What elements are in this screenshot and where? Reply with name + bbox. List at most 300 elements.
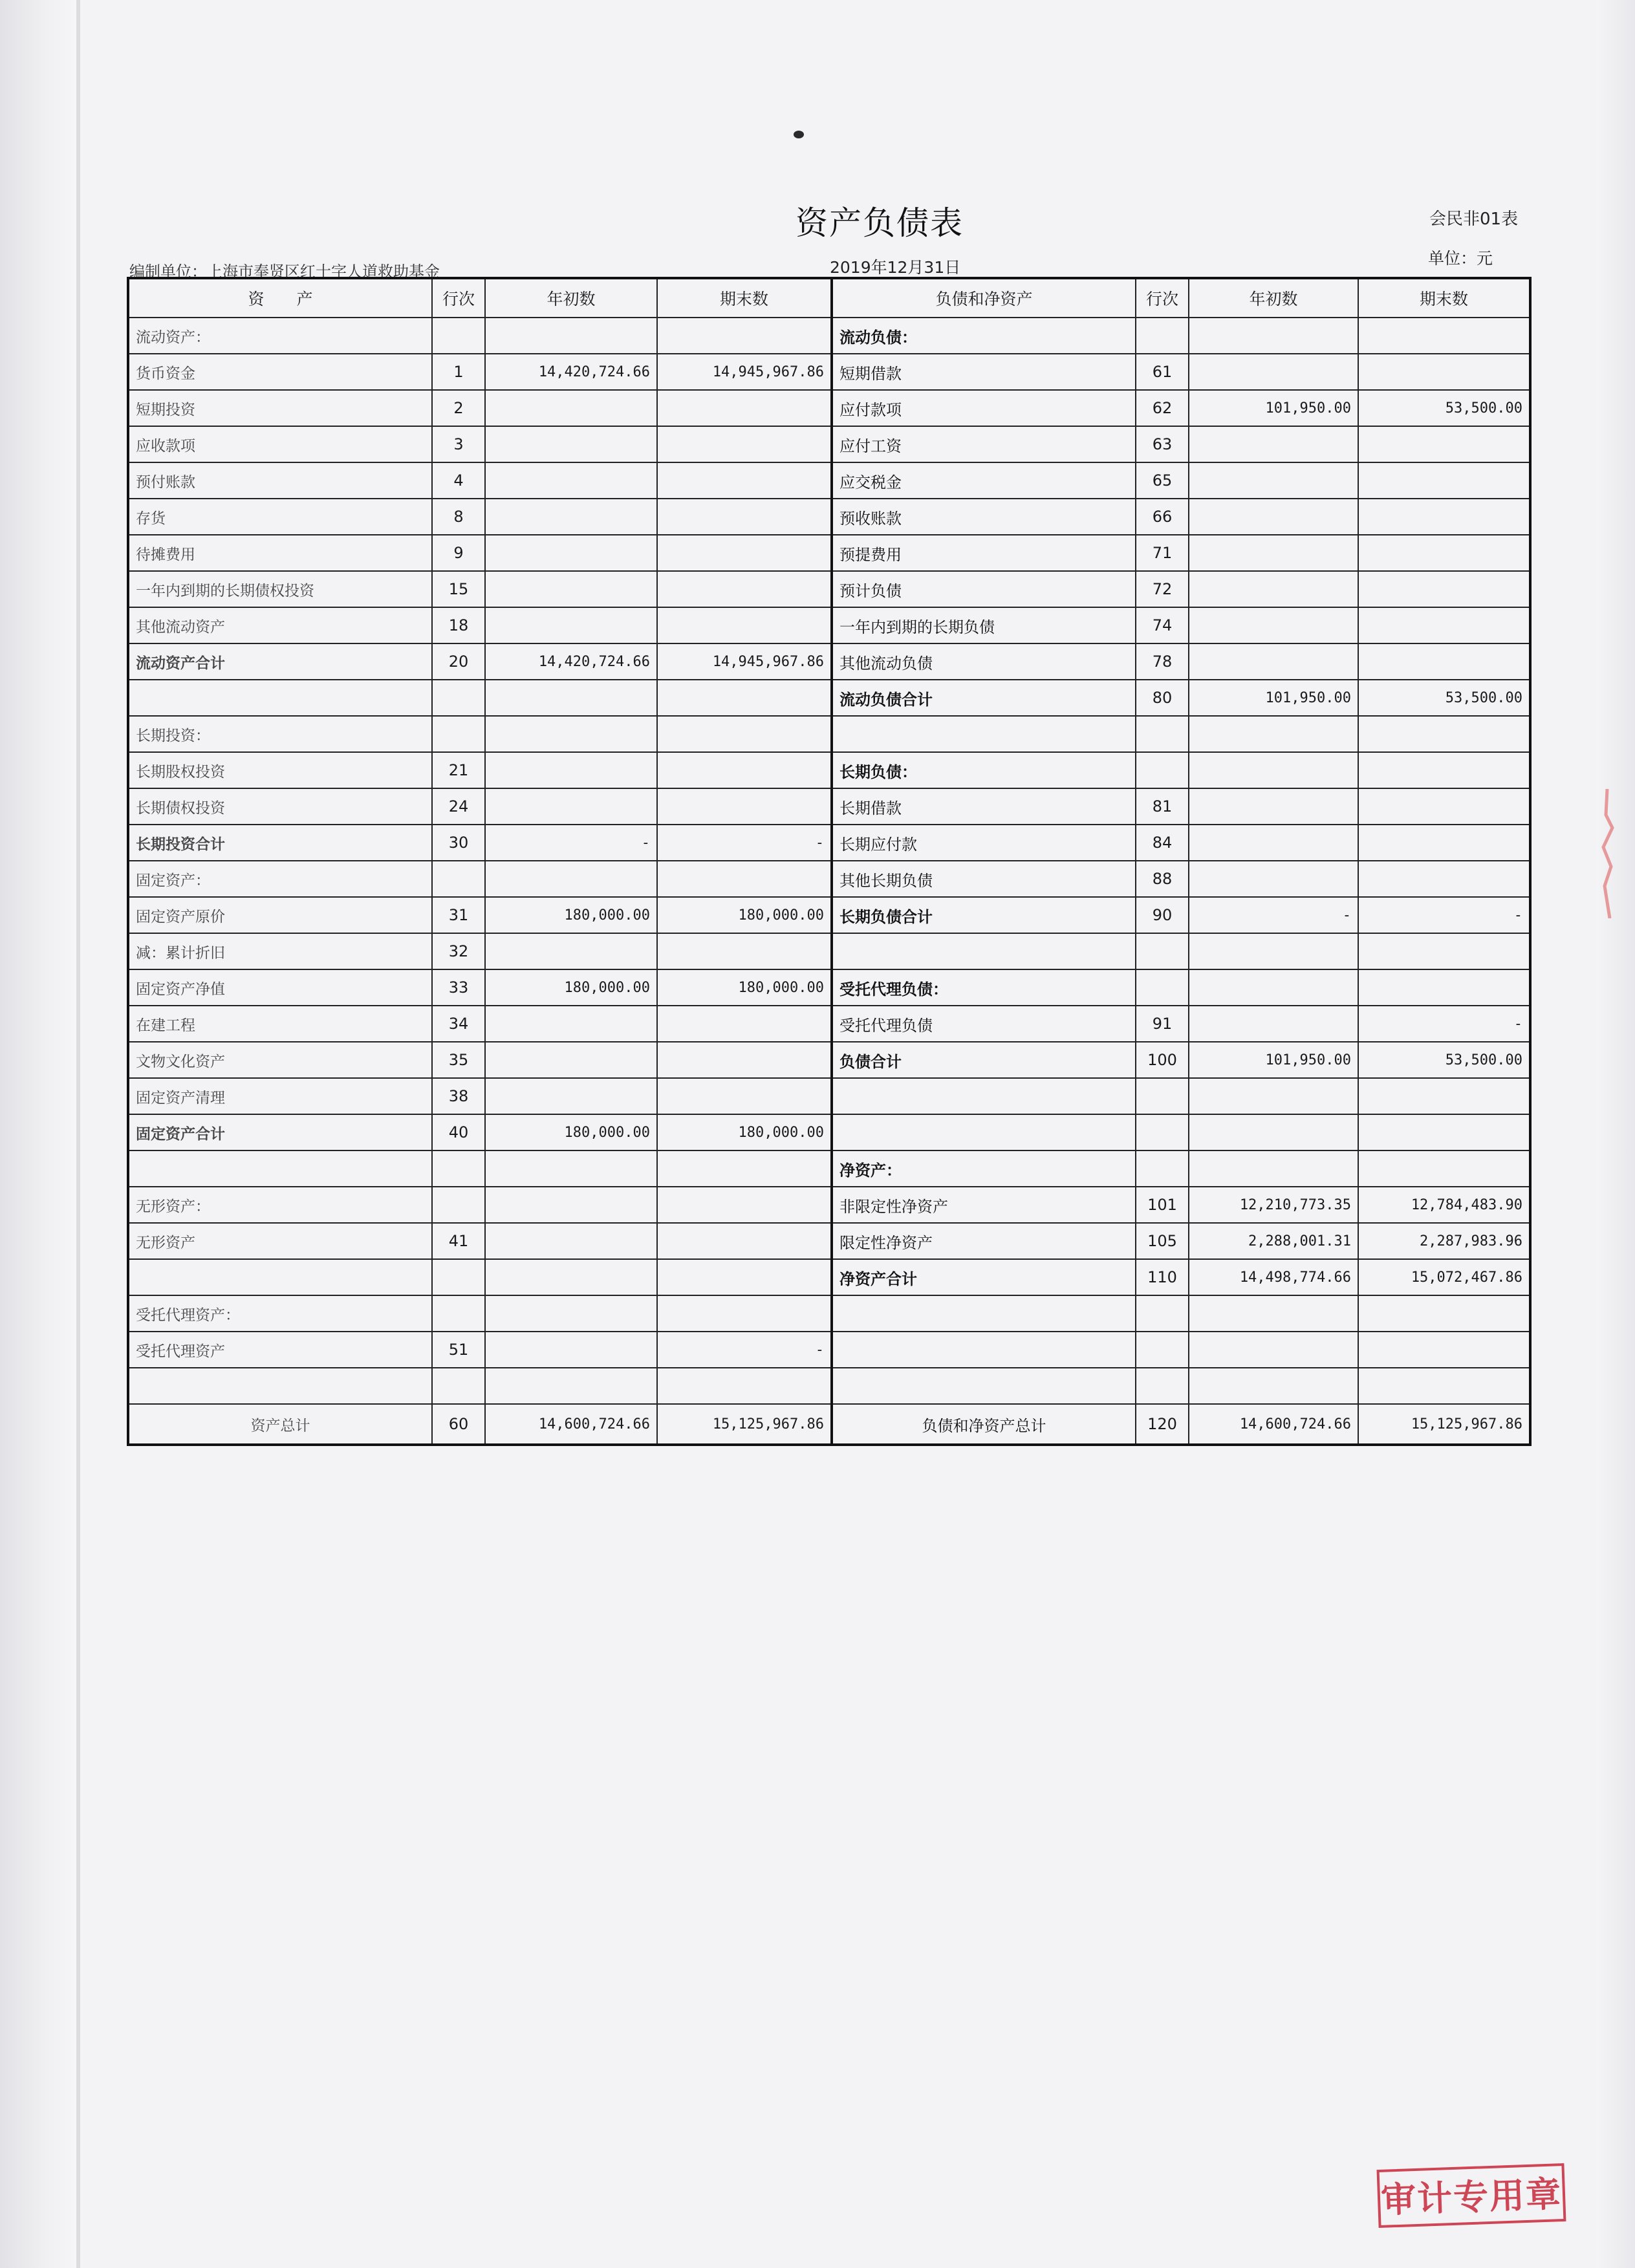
- amount-cell: [485, 1187, 657, 1223]
- amount-cell: 101,950.00: [1189, 390, 1358, 426]
- line-number: [432, 1368, 485, 1404]
- org-name: 编制单位：上海市奉贤区红十字人道救助基金: [129, 263, 440, 281]
- line-number: 105: [1136, 1223, 1189, 1259]
- amount-cell: [1189, 571, 1358, 607]
- liability-label: 其他流动负债: [832, 643, 1136, 680]
- amount-cell: [1358, 1150, 1530, 1187]
- asset-label: 预付账款: [128, 462, 432, 499]
- amount-cell: [1358, 499, 1530, 535]
- table-row: [128, 1114, 1530, 1150]
- amount-cell: 15,125,967.86: [657, 1404, 832, 1445]
- asset-label: 应收款项: [128, 426, 432, 462]
- asset-label: 资产总计: [128, 1404, 432, 1445]
- report-date: 2019年12月31日: [830, 258, 961, 277]
- amount-cell: -: [1189, 897, 1358, 933]
- table-row: [128, 318, 1530, 354]
- amount-cell: [1358, 1114, 1530, 1150]
- table-row: [128, 716, 1530, 752]
- line-number: 15: [432, 571, 485, 607]
- line-number: 63: [1136, 426, 1189, 462]
- amount-cell: [657, 535, 832, 571]
- liability-label: 一年内到期的长期负债: [832, 607, 1136, 643]
- amount-cell: [1189, 607, 1358, 643]
- amount-cell: [485, 1078, 657, 1114]
- column-header: 行次: [1136, 278, 1189, 318]
- audit-stamp: 审计专用章: [1377, 2163, 1566, 2228]
- liability-label: [832, 1078, 1136, 1114]
- amount-cell: 12,784,483.90: [1358, 1187, 1530, 1223]
- line-number: 71: [1136, 535, 1189, 571]
- amount-cell: [1358, 1368, 1530, 1404]
- liability-label: 应付款项: [832, 390, 1136, 426]
- amount-cell: [657, 462, 832, 499]
- amount-cell: 2,288,001.31: [1189, 1223, 1358, 1259]
- amount-cell: [657, 499, 832, 535]
- table-row: [128, 1006, 1530, 1042]
- amount-cell: [485, 535, 657, 571]
- amount-cell: [1189, 426, 1358, 462]
- amount-cell: [1358, 933, 1530, 969]
- amount-cell: -: [1358, 1006, 1530, 1042]
- column-header: 期末数: [657, 278, 832, 318]
- line-number: 72: [1136, 571, 1189, 607]
- line-number: [432, 680, 485, 716]
- liability-label: 净资产：: [832, 1150, 1136, 1187]
- liability-label: [832, 1332, 1136, 1368]
- amount-cell: [1358, 969, 1530, 1006]
- amount-cell: [485, 1150, 657, 1187]
- liability-label: [832, 716, 1136, 752]
- amount-cell: [1358, 716, 1530, 752]
- asset-label: [128, 680, 432, 716]
- asset-label: 长期投资：: [128, 716, 432, 752]
- amount-cell: 180,000.00: [657, 969, 832, 1006]
- column-header: 年初数: [1189, 278, 1358, 318]
- amount-cell: [657, 680, 832, 716]
- amount-cell: [1358, 607, 1530, 643]
- amount-cell: [1189, 499, 1358, 535]
- table-row: [128, 499, 1530, 535]
- amount-cell: [1358, 1332, 1530, 1368]
- line-number: 65: [1136, 462, 1189, 499]
- liability-label: [832, 1114, 1136, 1150]
- table-row: [128, 426, 1530, 462]
- amount-cell: [485, 571, 657, 607]
- amount-cell: -: [1358, 897, 1530, 933]
- amount-cell: [485, 318, 657, 354]
- amount-cell: [657, 426, 832, 462]
- line-number: 35: [432, 1042, 485, 1078]
- amount-cell: [657, 752, 832, 788]
- table-row: [128, 1295, 1530, 1332]
- line-number: [1136, 1295, 1189, 1332]
- amount-cell: [1189, 1368, 1358, 1404]
- amount-cell: [1189, 1150, 1358, 1187]
- line-number: 74: [1136, 607, 1189, 643]
- line-number: [432, 1187, 485, 1223]
- line-number: 4: [432, 462, 485, 499]
- amount-cell: [1358, 643, 1530, 680]
- amount-cell: [657, 390, 832, 426]
- asset-label: 受托代理资产: [128, 1332, 432, 1368]
- doc-title: 资产负债表: [796, 204, 964, 242]
- table-row: [128, 1259, 1530, 1295]
- amount-cell: [657, 571, 832, 607]
- line-number: 20: [432, 643, 485, 680]
- asset-label: 存货: [128, 499, 432, 535]
- asset-label: [128, 1368, 432, 1404]
- column-header: 负债和净资产: [832, 278, 1136, 318]
- amount-cell: [657, 1187, 832, 1223]
- scan-speck: [794, 131, 804, 138]
- amount-cell: [485, 1223, 657, 1259]
- liability-label: 流动负债合计: [832, 680, 1136, 716]
- amount-cell: [1358, 788, 1530, 825]
- line-number: 2: [432, 390, 485, 426]
- liability-label: [832, 1295, 1136, 1332]
- asset-label: 长期债权投资: [128, 788, 432, 825]
- amount-cell: 14,498,774.66: [1189, 1259, 1358, 1295]
- asset-label: 无形资产: [128, 1223, 432, 1259]
- table-row: [128, 752, 1530, 788]
- amount-cell: [1358, 1295, 1530, 1332]
- amount-cell: [1189, 318, 1358, 354]
- amount-cell: [1189, 1006, 1358, 1042]
- liability-label: 其他长期负债: [832, 861, 1136, 897]
- liability-label: 流动负债：: [832, 318, 1136, 354]
- table-row: [128, 1042, 1530, 1078]
- asset-label: 固定资产合计: [128, 1114, 432, 1150]
- line-number: 32: [432, 933, 485, 969]
- amount-cell: [1358, 1078, 1530, 1114]
- amount-cell: 2,287,983.96: [1358, 1223, 1530, 1259]
- scan-left-shadow: [0, 0, 78, 2268]
- amount-cell: [485, 716, 657, 752]
- line-number: [432, 861, 485, 897]
- amount-cell: 14,945,967.86: [657, 643, 832, 680]
- amount-cell: -: [657, 825, 832, 861]
- amount-cell: 15,125,967.86: [1358, 1404, 1530, 1445]
- scan-page-edge: [76, 0, 80, 2268]
- asset-label: 待摊费用: [128, 535, 432, 571]
- asset-label: 流动资产合计: [128, 643, 432, 680]
- amount-cell: [657, 1368, 832, 1404]
- asset-label: 一年内到期的长期债权投资: [128, 571, 432, 607]
- table-row: [128, 1150, 1530, 1187]
- amount-cell: [1358, 462, 1530, 499]
- amount-cell: 53,500.00: [1358, 1042, 1530, 1078]
- liability-label: 短期借款: [832, 354, 1136, 390]
- asset-label: 文物文化资产: [128, 1042, 432, 1078]
- line-number: 78: [1136, 643, 1189, 680]
- amount-cell: [1189, 643, 1358, 680]
- liability-label: 负债和净资产总计: [832, 1404, 1136, 1445]
- asset-label: 长期股权投资: [128, 752, 432, 788]
- line-number: 81: [1136, 788, 1189, 825]
- line-number: [1136, 318, 1189, 354]
- liability-label: 预收账款: [832, 499, 1136, 535]
- line-number: [1136, 1114, 1189, 1150]
- amount-cell: [657, 607, 832, 643]
- line-number: [432, 318, 485, 354]
- line-number: 40: [432, 1114, 485, 1150]
- column-header: 期末数: [1358, 278, 1530, 318]
- column-header: 行次: [432, 278, 485, 318]
- amount-cell: [657, 1150, 832, 1187]
- amount-cell: 15,072,467.86: [1358, 1259, 1530, 1295]
- liability-label: 受托代理负债：: [832, 969, 1136, 1006]
- amount-cell: [1358, 825, 1530, 861]
- line-number: 1: [432, 354, 485, 390]
- liability-label: 应交税金: [832, 462, 1136, 499]
- line-number: 88: [1136, 861, 1189, 897]
- asset-label: [128, 1259, 432, 1295]
- amount-cell: [485, 1259, 657, 1295]
- line-number: 62: [1136, 390, 1189, 426]
- amount-cell: 180,000.00: [657, 1114, 832, 1150]
- amount-cell: [1189, 752, 1358, 788]
- column-header: 年初数: [485, 278, 657, 318]
- amount-cell: [485, 933, 657, 969]
- amount-cell: [1189, 861, 1358, 897]
- table-row: [128, 1223, 1530, 1259]
- amount-cell: [485, 499, 657, 535]
- amount-cell: [657, 1042, 832, 1078]
- line-number: [432, 1150, 485, 1187]
- amount-cell: 101,950.00: [1189, 680, 1358, 716]
- line-number: 80: [1136, 680, 1189, 716]
- amount-cell: 180,000.00: [657, 897, 832, 933]
- line-number: 41: [432, 1223, 485, 1259]
- liability-label: 预计负债: [832, 571, 1136, 607]
- table-row: [128, 390, 1530, 426]
- line-number: 18: [432, 607, 485, 643]
- amount-cell: [1189, 825, 1358, 861]
- amount-cell: [657, 318, 832, 354]
- amount-cell: [485, 390, 657, 426]
- line-number: 9: [432, 535, 485, 571]
- amount-cell: -: [657, 1332, 832, 1368]
- asset-label: 固定资产原价: [128, 897, 432, 933]
- amount-cell: [485, 462, 657, 499]
- liability-label: 非限定性净资产: [832, 1187, 1136, 1223]
- scan-right-band: [1596, 0, 1635, 2268]
- line-number: 8: [432, 499, 485, 535]
- line-number: [432, 1295, 485, 1332]
- line-number: 61: [1136, 354, 1189, 390]
- amount-cell: [1189, 716, 1358, 752]
- table-row: [128, 1078, 1530, 1114]
- liability-label: 限定性净资产: [832, 1223, 1136, 1259]
- amount-cell: [657, 1223, 832, 1259]
- line-number: 90: [1136, 897, 1189, 933]
- line-number: 110: [1136, 1259, 1189, 1295]
- amount-cell: 14,420,724.66: [485, 354, 657, 390]
- line-number: [1136, 933, 1189, 969]
- table-row: [128, 1332, 1530, 1368]
- red-seal-fragment: [1594, 789, 1620, 918]
- table-row: [128, 462, 1530, 499]
- amount-cell: [485, 788, 657, 825]
- amount-cell: [657, 716, 832, 752]
- amount-cell: [1358, 354, 1530, 390]
- amount-cell: [1189, 1078, 1358, 1114]
- amount-cell: [485, 607, 657, 643]
- amount-cell: [1189, 462, 1358, 499]
- asset-label: 受托代理资产：: [128, 1295, 432, 1332]
- amount-cell: 180,000.00: [485, 969, 657, 1006]
- table-row: [128, 535, 1530, 571]
- form-number: 会民非01表: [1429, 210, 1519, 229]
- table-row: [128, 1404, 1530, 1445]
- currency-unit: 单位：元: [1428, 249, 1493, 268]
- amount-cell: [1358, 426, 1530, 462]
- amount-cell: [1189, 788, 1358, 825]
- table-row: [128, 1187, 1530, 1223]
- amount-cell: 101,950.00: [1189, 1042, 1358, 1078]
- table-row: [128, 1368, 1530, 1404]
- line-number: [1136, 752, 1189, 788]
- asset-label: 减：累计折旧: [128, 933, 432, 969]
- line-number: 101: [1136, 1187, 1189, 1223]
- line-number: [1136, 969, 1189, 1006]
- amount-cell: 180,000.00: [485, 1114, 657, 1150]
- amount-cell: [657, 788, 832, 825]
- line-number: 60: [432, 1404, 485, 1445]
- asset-label: 固定资产清理: [128, 1078, 432, 1114]
- table-header-row: [128, 278, 1530, 318]
- liability-label: [832, 933, 1136, 969]
- amount-cell: 14,600,724.66: [1189, 1404, 1358, 1445]
- liability-label: 应付工资: [832, 426, 1136, 462]
- line-number: [1136, 1150, 1189, 1187]
- line-number: 21: [432, 752, 485, 788]
- amount-cell: [485, 1295, 657, 1332]
- asset-label: 货币资金: [128, 354, 432, 390]
- asset-label: 无形资产：: [128, 1187, 432, 1223]
- amount-cell: [657, 1259, 832, 1295]
- liability-label: 长期应付款: [832, 825, 1136, 861]
- table-row: [128, 354, 1530, 390]
- asset-label: 短期投资: [128, 390, 432, 426]
- amount-cell: [485, 861, 657, 897]
- liability-label: 长期负债：: [832, 752, 1136, 788]
- column-header: 资 产: [128, 278, 432, 318]
- table-row: [128, 897, 1530, 933]
- amount-cell: [1189, 1332, 1358, 1368]
- line-number: [1136, 1078, 1189, 1114]
- amount-cell: [485, 426, 657, 462]
- line-number: 120: [1136, 1404, 1189, 1445]
- asset-label: 固定资产净值: [128, 969, 432, 1006]
- amount-cell: [1189, 1295, 1358, 1332]
- line-number: 33: [432, 969, 485, 1006]
- line-number: 84: [1136, 825, 1189, 861]
- table-row: [128, 861, 1530, 897]
- liability-label: 长期负债合计: [832, 897, 1136, 933]
- table-row: [128, 607, 1530, 643]
- amount-cell: [485, 752, 657, 788]
- amount-cell: 14,945,967.86: [657, 354, 832, 390]
- amount-cell: [1189, 933, 1358, 969]
- asset-label: 在建工程: [128, 1006, 432, 1042]
- amount-cell: [1358, 861, 1530, 897]
- amount-cell: [1189, 1114, 1358, 1150]
- amount-cell: 14,600,724.66: [485, 1404, 657, 1445]
- line-number: [432, 1259, 485, 1295]
- asset-label: 固定资产：: [128, 861, 432, 897]
- line-number: 91: [1136, 1006, 1189, 1042]
- line-number: 100: [1136, 1042, 1189, 1078]
- amount-cell: [1189, 969, 1358, 1006]
- line-number: 30: [432, 825, 485, 861]
- amount-cell: [1358, 571, 1530, 607]
- amount-cell: [657, 861, 832, 897]
- line-number: 66: [1136, 499, 1189, 535]
- line-number: [1136, 1332, 1189, 1368]
- amount-cell: -: [485, 825, 657, 861]
- amount-cell: [657, 1006, 832, 1042]
- liability-label: 负债合计: [832, 1042, 1136, 1078]
- line-number: 38: [432, 1078, 485, 1114]
- table-row: [128, 643, 1530, 680]
- line-number: [1136, 1368, 1189, 1404]
- liability-label: 受托代理负债: [832, 1006, 1136, 1042]
- amount-cell: [657, 933, 832, 969]
- asset-label: 其他流动资产: [128, 607, 432, 643]
- liability-label: 长期借款: [832, 788, 1136, 825]
- table-row: [128, 680, 1530, 716]
- line-number: [1136, 716, 1189, 752]
- amount-cell: 53,500.00: [1358, 680, 1530, 716]
- table-row: [128, 571, 1530, 607]
- amount-cell: [485, 680, 657, 716]
- amount-cell: [1358, 318, 1530, 354]
- table-row: [128, 969, 1530, 1006]
- asset-label: 长期投资合计: [128, 825, 432, 861]
- amount-cell: [657, 1078, 832, 1114]
- amount-cell: 180,000.00: [485, 897, 657, 933]
- amount-cell: 14,420,724.66: [485, 643, 657, 680]
- amount-cell: [1189, 535, 1358, 571]
- line-number: [432, 716, 485, 752]
- amount-cell: [657, 1295, 832, 1332]
- amount-cell: [485, 1332, 657, 1368]
- amount-cell: [485, 1368, 657, 1404]
- amount-cell: [1358, 535, 1530, 571]
- table-row: [128, 788, 1530, 825]
- amount-cell: [485, 1006, 657, 1042]
- line-number: 51: [432, 1332, 485, 1368]
- liability-label: 净资产合计: [832, 1259, 1136, 1295]
- asset-label: [128, 1150, 432, 1187]
- line-number: 34: [432, 1006, 485, 1042]
- amount-cell: 12,210,773.35: [1189, 1187, 1358, 1223]
- amount-cell: 53,500.00: [1358, 390, 1530, 426]
- table-row: [128, 933, 1530, 969]
- amount-cell: [1189, 354, 1358, 390]
- amount-cell: [1358, 752, 1530, 788]
- table-row: [128, 825, 1530, 861]
- line-number: 31: [432, 897, 485, 933]
- balance-sheet-table: [127, 277, 1532, 1446]
- liability-label: [832, 1368, 1136, 1404]
- liability-label: 预提费用: [832, 535, 1136, 571]
- asset-label: 流动资产：: [128, 318, 432, 354]
- line-number: 3: [432, 426, 485, 462]
- line-number: 24: [432, 788, 485, 825]
- amount-cell: [485, 1042, 657, 1078]
